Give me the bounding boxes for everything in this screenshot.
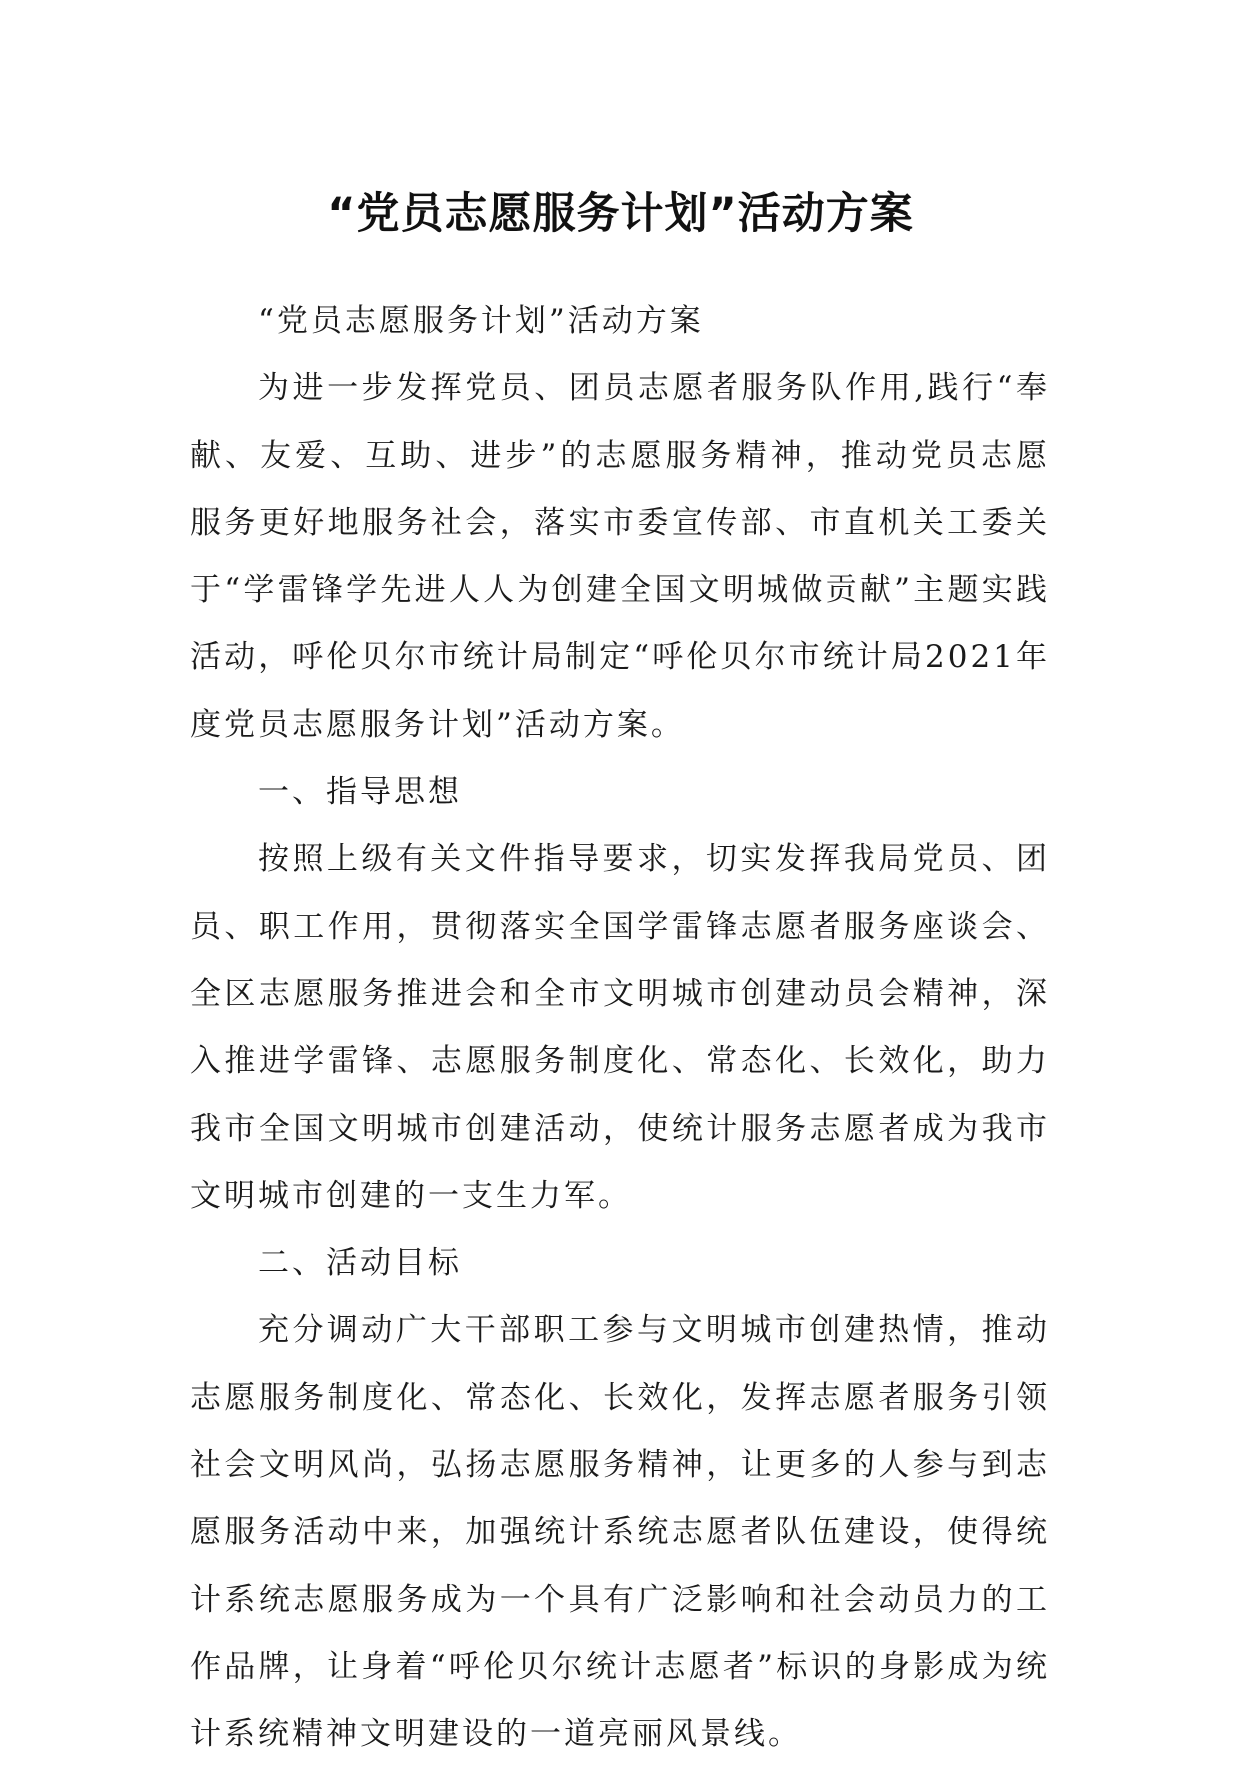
- document-title: “党员志愿服务计划”活动方案: [327, 188, 914, 239]
- intro-paragraph: 为进一步发挥党员、团员志愿者服务队作用,践行“奉献、友爱、互助、进步”的志愿服务精神，推动党员志愿服务更好地服务社会，落实市委宣传部、市直机关工委关于“学雷锋学先进人人为创建全国文明城做贡献”主题实践活动，呼伦贝尔市统计局制定“呼伦贝尔市统计局2021年度党员志愿服务计划”活动方案。: [190, 370, 1050, 743]
- section-heading-guiding-ideology: 一、指导思想: [258, 774, 462, 811]
- section-heading-activity-goals: 二、活动目标: [258, 1245, 462, 1282]
- document-body: [190, 288, 1050, 1769]
- guiding-ideology-paragraph: 按照上级有关文件指导要求，切实发挥我局党员、团员、职工作用，贯彻落实全国学雷锋志愿者服务座谈会、全区志愿服务推进会和全市文明城市创建动员会精神，深入推进学雷锋、志愿服务制度化、常态化、长效化，助力我市全国文明城市创建活动，使统计服务志愿者成为我市文明城市创建的一支生力军。: [190, 841, 1050, 1214]
- subtitle-paragraph: “党员志愿服务计划”活动方案: [258, 303, 704, 339]
- activity-goals-paragraph: 充分调动广大干部职工参与文明城市创建热情，推动志愿服务制度化、常态化、长效化，发挥志愿者服务引领社会文明风尚，弘扬志愿服务精神，让更多的人参与到志愿服务活动中来，加强统计系统志愿者队伍建设，使得统计系统志愿服务成为一个具有广泛影响和社会动员力的工作品牌，让身着“呼伦贝尔统计志愿者”标识的身影成为统计系统精神文明建设的一道亮丽风景线。: [190, 1312, 1050, 1753]
